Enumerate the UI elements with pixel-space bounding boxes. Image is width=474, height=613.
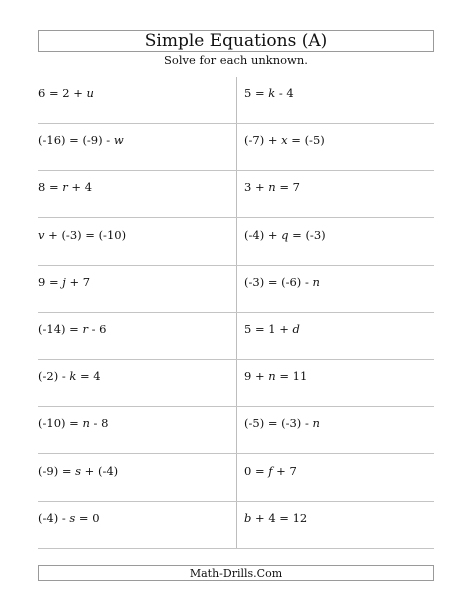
equation-left [38,229,126,242]
variable: u [86,86,94,100]
equation-right [244,134,325,147]
equation-text: 5 = [244,86,269,100]
equation-text: (-4) - [38,510,70,525]
variable: n [312,416,320,431]
variable: q [281,227,289,242]
equation-text: 0 = [244,463,269,478]
variable: f [268,463,273,478]
equation-text: 6 = 2 + [38,86,87,100]
equation-right [244,87,294,100]
equation-text: - 8 [89,416,109,431]
equation-text: 9 = [38,274,63,289]
equation-text: + 7 [65,274,91,289]
variable: v [38,227,45,242]
problem-row [38,266,434,313]
equation-left [38,134,124,147]
problem-row [38,313,434,360]
equation-text: = 0 [75,510,100,525]
equation-text: - 6 [87,322,107,336]
equation-right [244,229,326,242]
equation-text: (-5) = (-3) - [244,416,313,431]
equation-left [38,276,90,289]
equation-right [244,276,320,289]
footer [38,565,434,581]
equation-text: (-16) = (-9) - [38,133,114,148]
equation-text: - 4 [275,86,294,100]
worksheet-title [38,30,434,52]
problem-row [38,77,434,124]
variable: n [268,180,276,195]
problem-row [38,124,434,171]
equation-left [38,417,108,430]
equation-right [244,512,307,525]
equation-text: 8 = [38,180,63,195]
problem-row [38,219,434,266]
variable: n [312,274,320,289]
equation-text: (-10) = [38,416,83,431]
variable: x [281,133,288,148]
problem-row [38,455,434,502]
problem-row [38,171,434,218]
equation-text: (-14) = [38,322,83,336]
variable: k [69,369,77,384]
equation-left [38,87,94,100]
equation-right [244,370,307,383]
equation-text: = 11 [275,369,308,384]
equation-text: = (-3) [288,227,326,242]
equation-text: = 7 [275,180,300,195]
equation-text: 3 + [244,180,269,195]
title-text: Simple Equations (A) [144,30,328,51]
variable: s [75,463,82,478]
equation-text: + (-3) = (-10) [44,227,127,242]
variable: r [82,322,88,336]
equation-text: = (-5) [287,133,325,148]
variable: s [69,510,76,525]
variable: r [62,180,68,195]
variable: k [268,86,276,100]
equation-right [244,465,297,478]
problem-row [38,407,434,454]
variable: b [244,510,252,525]
footer-text: Math-Drills.Com [189,566,283,580]
variable: d [292,322,300,336]
equation-text: (-2) - [38,369,70,384]
equation-text: + (-4) [81,463,119,478]
variable: n [82,416,90,431]
equation-left [38,370,101,383]
equation-text: + 4 = 12 [251,510,308,525]
equation-text: + 4 [67,180,93,195]
equation-left [38,512,100,525]
equation-right [244,417,320,430]
equation-text: + 7 [272,463,297,478]
problem-row [38,502,434,549]
equation-left [38,181,92,194]
equation-text: = 4 [76,369,101,384]
variable: n [268,369,276,384]
equation-text: (-7) + [244,133,282,148]
equation-left [38,323,106,336]
variable: j [62,274,66,289]
equation-left [38,465,118,478]
equation-right [244,323,300,336]
problem-row [38,360,434,407]
equation-text: (-4) + [244,227,282,242]
equation-text: (-3) = (-6) - [244,274,313,289]
variable: w [113,133,124,148]
equation-text: (-9) = [38,463,76,478]
equation-text: 5 = 1 + [244,322,293,336]
equation-text: 9 + [244,369,269,384]
worksheet-instructions: Solve for each unknown. [164,53,308,67]
equation-right [244,181,300,194]
problem-grid [38,77,434,552]
